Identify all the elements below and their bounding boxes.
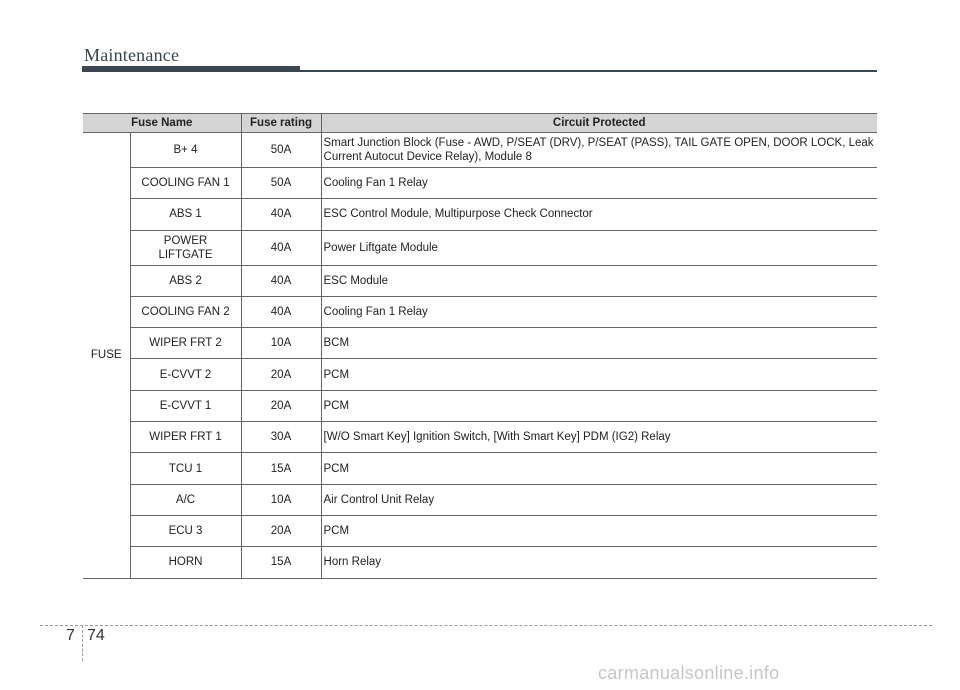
circuit-protected-cell: PCM <box>321 453 877 484</box>
fuse-rating-cell: 40A <box>241 199 321 230</box>
page-number: 74 <box>87 627 105 644</box>
column-header-fuse-rating: Fuse rating <box>241 114 321 133</box>
fuse-rating-cell: 15A <box>241 547 321 578</box>
table-row <box>83 359 877 390</box>
fuse-name-cell: TCU 1 <box>130 453 241 484</box>
table-row <box>83 230 877 265</box>
table-row <box>83 453 877 484</box>
circuit-protected-cell: Horn Relay <box>321 547 877 578</box>
fuse-name-cell: ECU 3 <box>130 515 241 546</box>
footer-dashed-divider <box>82 625 83 661</box>
circuit-protected-cell: Cooling Fan 1 Relay <box>321 168 877 199</box>
watermark-text: carmanualsonline.info <box>598 663 780 683</box>
table-row <box>83 133 877 168</box>
fuse-name-cell: COOLING FAN 2 <box>130 296 241 327</box>
column-header-circuit-protected: Circuit Protected <box>321 114 877 133</box>
fuse-rating-cell: 50A <box>241 168 321 199</box>
fuse-rating-cell: 15A <box>241 453 321 484</box>
table-row <box>83 265 877 296</box>
page-header-title: Maintenance <box>84 45 180 65</box>
table-body <box>83 133 877 579</box>
fuse-rating-cell: 10A <box>241 328 321 359</box>
table-row <box>83 422 877 453</box>
fuse-rating-cell: 20A <box>241 359 321 390</box>
table-row <box>83 168 877 199</box>
table-row <box>83 328 877 359</box>
circuit-protected-cell: PCM <box>321 359 877 390</box>
fuse-group-label: FUSE <box>83 133 130 579</box>
circuit-protected-cell: PCM <box>321 515 877 546</box>
circuit-protected-cell: [W/O Smart Key] Ignition Switch, [With Smart Key] PDM (IG2) Relay <box>321 422 877 453</box>
fuse-table <box>83 113 877 579</box>
header-accent-bar <box>82 66 300 72</box>
fuse-name-cell: POWER LIFTGATE <box>130 230 241 265</box>
fuse-name-cell: ABS 1 <box>130 199 241 230</box>
fuse-rating-cell: 20A <box>241 390 321 421</box>
fuse-rating-cell: 10A <box>241 484 321 515</box>
fuse-name-cell: A/C <box>130 484 241 515</box>
fuse-name-cell: HORN <box>130 547 241 578</box>
fuse-name-cell: COOLING FAN 1 <box>130 168 241 199</box>
fuse-name-cell: WIPER FRT 1 <box>130 422 241 453</box>
fuse-rating-cell: 40A <box>241 296 321 327</box>
fuse-rating-cell: 20A <box>241 515 321 546</box>
fuse-rating-cell: 40A <box>241 230 321 265</box>
circuit-protected-cell: Cooling Fan 1 Relay <box>321 296 877 327</box>
header-rule <box>300 70 877 72</box>
circuit-protected-cell: PCM <box>321 390 877 421</box>
fuse-rating-cell: 50A <box>241 133 321 168</box>
chapter-number: 7 <box>66 627 75 644</box>
table-row <box>83 547 877 578</box>
fuse-name-cell: E-CVVT 1 <box>130 390 241 421</box>
column-header-fuse-name: Fuse Name <box>83 114 241 133</box>
fuse-name-cell: WIPER FRT 2 <box>130 328 241 359</box>
table-row <box>83 296 877 327</box>
circuit-protected-cell: Smart Junction Block (Fuse - AWD, P/SEAT (DRV), P/SEAT (PASS), TAIL GATE OPEN, DOOR LOCK, Leak Current Autocut Device Relay), Module 8 <box>321 133 877 168</box>
table-row <box>83 515 877 546</box>
footer-dashed-rule <box>40 625 932 626</box>
circuit-protected-cell: ESC Control Module, Multipurpose Check Connector <box>321 199 877 230</box>
table-row <box>83 484 877 515</box>
circuit-protected-cell: ESC Module <box>321 265 877 296</box>
fuse-name-cell: ABS 2 <box>130 265 241 296</box>
fuse-rating-cell: 40A <box>241 265 321 296</box>
table-header-row <box>83 114 877 133</box>
circuit-protected-cell: Power Liftgate Module <box>321 230 877 265</box>
table-row <box>83 199 877 230</box>
circuit-protected-cell: BCM <box>321 328 877 359</box>
fuse-name-cell: B+ 4 <box>130 133 241 168</box>
circuit-protected-cell: Air Control Unit Relay <box>321 484 877 515</box>
table-row <box>83 390 877 421</box>
fuse-rating-cell: 30A <box>241 422 321 453</box>
fuse-name-cell: E-CVVT 2 <box>130 359 241 390</box>
